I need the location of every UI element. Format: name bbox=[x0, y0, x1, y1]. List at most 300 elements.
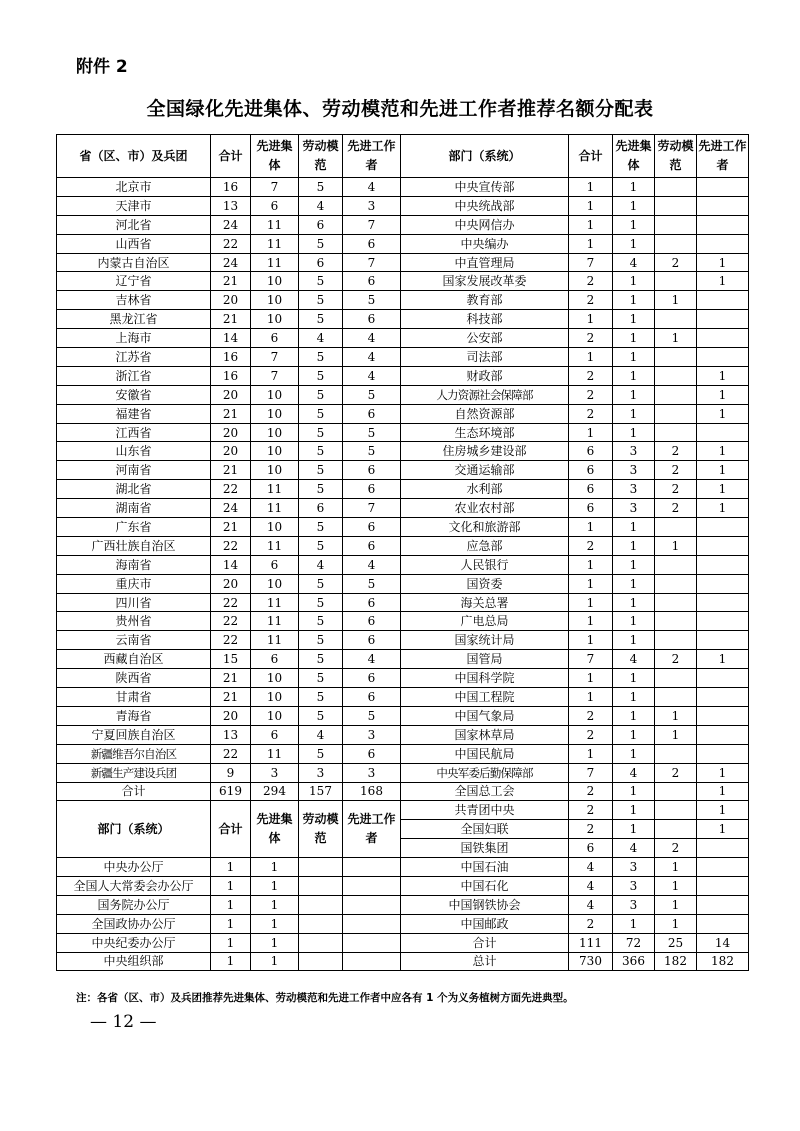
dept-worker bbox=[697, 858, 749, 877]
province-worker: 7 bbox=[343, 253, 401, 272]
province-model: 5 bbox=[299, 650, 343, 669]
province-name: 西藏自治区 bbox=[57, 650, 211, 669]
dept-model: 1 bbox=[655, 706, 697, 725]
table-row bbox=[57, 423, 749, 442]
dept-total: 2 bbox=[569, 291, 613, 310]
table-row bbox=[57, 650, 749, 669]
dept-total: 6 bbox=[569, 839, 613, 858]
table-row bbox=[57, 461, 749, 480]
dept-worker: 1 bbox=[697, 499, 749, 518]
dept-name: 财政部 bbox=[401, 366, 569, 385]
province-model: 5 bbox=[299, 669, 343, 688]
province-total: 16 bbox=[211, 366, 251, 385]
province-worker: 5 bbox=[343, 574, 401, 593]
dept-model: 2 bbox=[655, 650, 697, 669]
dept-worker bbox=[697, 348, 749, 367]
table-row bbox=[57, 593, 749, 612]
dept-worker bbox=[697, 196, 749, 215]
province-worker: 6 bbox=[343, 272, 401, 291]
left-dept-total: 1 bbox=[211, 876, 251, 895]
table-row bbox=[57, 518, 749, 537]
left-dept-collective: 1 bbox=[251, 933, 299, 952]
header-collective: 先进集体 bbox=[251, 135, 299, 178]
dept-total: 111 bbox=[569, 933, 613, 952]
province-model: 5 bbox=[299, 480, 343, 499]
dept-total: 6 bbox=[569, 461, 613, 480]
province-name: 湖南省 bbox=[57, 499, 211, 518]
dept-model: 1 bbox=[655, 876, 697, 895]
dept-model bbox=[655, 631, 697, 650]
dept-name: 应急部 bbox=[401, 536, 569, 555]
province-collective: 11 bbox=[251, 612, 299, 631]
province-name: 北京市 bbox=[57, 178, 211, 197]
table-row bbox=[57, 782, 749, 801]
province-total: 15 bbox=[211, 650, 251, 669]
dept-total: 1 bbox=[569, 593, 613, 612]
province-model: 157 bbox=[299, 782, 343, 801]
dept-collective: 3 bbox=[613, 876, 655, 895]
dept-worker: 1 bbox=[697, 272, 749, 291]
table-row bbox=[57, 348, 749, 367]
province-name: 合计 bbox=[57, 782, 211, 801]
province-worker: 6 bbox=[343, 461, 401, 480]
table-row bbox=[57, 253, 749, 272]
dept-collective: 4 bbox=[613, 253, 655, 272]
dept-name: 总计 bbox=[401, 952, 569, 971]
dept-total: 2 bbox=[569, 329, 613, 348]
province-name: 浙江省 bbox=[57, 366, 211, 385]
dept-collective: 1 bbox=[613, 631, 655, 650]
province-model: 4 bbox=[299, 555, 343, 574]
dept-name: 国铁集团 bbox=[401, 839, 569, 858]
dept-name: 农业农村部 bbox=[401, 499, 569, 518]
left-dept-worker bbox=[343, 858, 401, 877]
dept-name: 教育部 bbox=[401, 291, 569, 310]
province-collective: 6 bbox=[251, 329, 299, 348]
province-name: 海南省 bbox=[57, 555, 211, 574]
dept-model: 2 bbox=[655, 442, 697, 461]
left-dept-model bbox=[299, 876, 343, 895]
dept-collective: 4 bbox=[613, 839, 655, 858]
dept-name: 中央军委后勤保障部 bbox=[401, 763, 569, 782]
province-total: 20 bbox=[211, 442, 251, 461]
province-worker: 5 bbox=[343, 291, 401, 310]
dept-total: 7 bbox=[569, 650, 613, 669]
dept-total: 6 bbox=[569, 480, 613, 499]
left-dept-model bbox=[299, 858, 343, 877]
dept-worker: 1 bbox=[697, 404, 749, 423]
province-worker: 168 bbox=[343, 782, 401, 801]
province-total: 22 bbox=[211, 480, 251, 499]
province-collective: 11 bbox=[251, 744, 299, 763]
province-name: 江苏省 bbox=[57, 348, 211, 367]
table-row bbox=[57, 480, 749, 499]
dept-total: 1 bbox=[569, 348, 613, 367]
left-dept-model bbox=[299, 952, 343, 971]
dept-model: 1 bbox=[655, 536, 697, 555]
province-name: 黑龙江省 bbox=[57, 310, 211, 329]
table-row bbox=[57, 310, 749, 329]
province-total: 13 bbox=[211, 196, 251, 215]
dept-name: 国家林草局 bbox=[401, 725, 569, 744]
dept-model bbox=[655, 310, 697, 329]
dept-worker: 1 bbox=[697, 253, 749, 272]
province-worker: 6 bbox=[343, 669, 401, 688]
province-model: 5 bbox=[299, 631, 343, 650]
document-title: 全国绿化先进集体、劳动模范和先进工作者推荐名额分配表 bbox=[146, 98, 654, 120]
header-total: 合计 bbox=[211, 135, 251, 178]
table-row bbox=[57, 952, 749, 971]
table-row bbox=[57, 669, 749, 688]
dept-name: 中国气象局 bbox=[401, 706, 569, 725]
dept-name: 中国石油 bbox=[401, 858, 569, 877]
table-row bbox=[57, 404, 749, 423]
dept-model bbox=[655, 593, 697, 612]
dept-collective: 1 bbox=[613, 725, 655, 744]
province-name: 河北省 bbox=[57, 215, 211, 234]
dept-name: 中直管理局 bbox=[401, 253, 569, 272]
dept-model: 1 bbox=[655, 725, 697, 744]
table-row bbox=[57, 895, 749, 914]
header-dept: 部门（系统） bbox=[401, 135, 569, 178]
left-dept-model bbox=[299, 914, 343, 933]
dept-model: 2 bbox=[655, 480, 697, 499]
dept-worker bbox=[697, 536, 749, 555]
dept-total: 2 bbox=[569, 706, 613, 725]
dept-model bbox=[655, 423, 697, 442]
dept-collective: 4 bbox=[613, 763, 655, 782]
province-name: 江西省 bbox=[57, 423, 211, 442]
dept-collective: 1 bbox=[613, 215, 655, 234]
province-name: 福建省 bbox=[57, 404, 211, 423]
table-row bbox=[57, 234, 749, 253]
province-model: 4 bbox=[299, 329, 343, 348]
dept-total: 1 bbox=[569, 669, 613, 688]
dept-worker bbox=[697, 310, 749, 329]
province-collective: 10 bbox=[251, 574, 299, 593]
left-dept-total: 1 bbox=[211, 914, 251, 933]
dept-collective: 1 bbox=[613, 914, 655, 933]
dept-collective: 1 bbox=[613, 291, 655, 310]
dept-worker: 1 bbox=[697, 763, 749, 782]
dept-name: 公安部 bbox=[401, 329, 569, 348]
province-name: 贵州省 bbox=[57, 612, 211, 631]
province-name: 陕西省 bbox=[57, 669, 211, 688]
province-total: 22 bbox=[211, 536, 251, 555]
province-worker: 6 bbox=[343, 518, 401, 537]
dept-name: 国家发展改革委 bbox=[401, 272, 569, 291]
table-row bbox=[57, 215, 749, 234]
dept-worker bbox=[697, 178, 749, 197]
dept-worker bbox=[697, 215, 749, 234]
dept-model bbox=[655, 272, 697, 291]
dept-total: 1 bbox=[569, 423, 613, 442]
dept-worker: 1 bbox=[697, 461, 749, 480]
province-worker: 7 bbox=[343, 499, 401, 518]
dept-name: 司法部 bbox=[401, 348, 569, 367]
province-worker: 5 bbox=[343, 706, 401, 725]
left-dept-total: 1 bbox=[211, 933, 251, 952]
province-total: 22 bbox=[211, 744, 251, 763]
province-name: 青海省 bbox=[57, 706, 211, 725]
dept-total: 2 bbox=[569, 272, 613, 291]
dept-worker bbox=[697, 895, 749, 914]
province-collective: 10 bbox=[251, 688, 299, 707]
province-collective: 10 bbox=[251, 706, 299, 725]
province-worker: 6 bbox=[343, 234, 401, 253]
dept-total: 1 bbox=[569, 555, 613, 574]
dept-total: 7 bbox=[569, 253, 613, 272]
table-row bbox=[57, 763, 749, 782]
province-model: 6 bbox=[299, 499, 343, 518]
subheader-dept: 部门（系统） bbox=[57, 801, 211, 858]
attachment-label: 附件 2 bbox=[76, 57, 128, 77]
table-row bbox=[57, 933, 749, 952]
dept-name: 中国钢铁协会 bbox=[401, 895, 569, 914]
province-name: 广东省 bbox=[57, 518, 211, 537]
province-collective: 10 bbox=[251, 291, 299, 310]
header-worker: 先进工作者 bbox=[343, 135, 401, 178]
province-name: 吉林省 bbox=[57, 291, 211, 310]
province-total: 22 bbox=[211, 234, 251, 253]
dept-total: 2 bbox=[569, 385, 613, 404]
province-total: 22 bbox=[211, 593, 251, 612]
province-model: 5 bbox=[299, 688, 343, 707]
dept-collective: 1 bbox=[613, 423, 655, 442]
dept-total: 2 bbox=[569, 366, 613, 385]
dept-total: 1 bbox=[569, 215, 613, 234]
province-worker: 5 bbox=[343, 385, 401, 404]
left-dept-collective: 1 bbox=[251, 895, 299, 914]
province-name: 甘肃省 bbox=[57, 688, 211, 707]
province-model: 5 bbox=[299, 706, 343, 725]
dept-name: 全国妇联 bbox=[401, 820, 569, 839]
province-model: 5 bbox=[299, 404, 343, 423]
province-total: 9 bbox=[211, 763, 251, 782]
dept-worker bbox=[697, 329, 749, 348]
dept-model bbox=[655, 385, 697, 404]
left-dept-total: 1 bbox=[211, 895, 251, 914]
dept-model bbox=[655, 820, 697, 839]
dept-total: 2 bbox=[569, 536, 613, 555]
province-collective: 10 bbox=[251, 385, 299, 404]
dept-name: 人力资源社会保障部 bbox=[401, 385, 569, 404]
province-total: 21 bbox=[211, 310, 251, 329]
province-name: 四川省 bbox=[57, 593, 211, 612]
dept-worker bbox=[697, 234, 749, 253]
dept-name: 文化和旅游部 bbox=[401, 518, 569, 537]
province-collective: 10 bbox=[251, 442, 299, 461]
dept-total: 1 bbox=[569, 612, 613, 631]
dept-collective: 366 bbox=[613, 952, 655, 971]
province-worker: 5 bbox=[343, 423, 401, 442]
province-collective: 6 bbox=[251, 725, 299, 744]
dept-total: 2 bbox=[569, 820, 613, 839]
province-total: 21 bbox=[211, 461, 251, 480]
left-dept-worker bbox=[343, 933, 401, 952]
province-collective: 6 bbox=[251, 196, 299, 215]
dept-worker bbox=[697, 574, 749, 593]
left-dept-name: 中央纪委办公厅 bbox=[57, 933, 211, 952]
province-worker: 6 bbox=[343, 480, 401, 499]
dept-name: 国家统计局 bbox=[401, 631, 569, 650]
province-collective: 11 bbox=[251, 499, 299, 518]
table-row bbox=[57, 555, 749, 574]
province-total: 20 bbox=[211, 385, 251, 404]
left-dept-worker bbox=[343, 876, 401, 895]
dept-collective: 1 bbox=[613, 801, 655, 820]
header-province: 省（区、市）及兵团 bbox=[57, 135, 211, 178]
province-name: 云南省 bbox=[57, 631, 211, 650]
dept-name: 交通运输部 bbox=[401, 461, 569, 480]
dept-name: 中国科学院 bbox=[401, 669, 569, 688]
dept-worker: 1 bbox=[697, 820, 749, 839]
dept-total: 1 bbox=[569, 574, 613, 593]
dept-collective: 1 bbox=[613, 688, 655, 707]
province-total: 21 bbox=[211, 518, 251, 537]
header-dept-collective: 先进集体 bbox=[613, 135, 655, 178]
province-name: 湖北省 bbox=[57, 480, 211, 499]
dept-worker: 1 bbox=[697, 442, 749, 461]
province-total: 22 bbox=[211, 612, 251, 631]
province-collective: 7 bbox=[251, 366, 299, 385]
dept-name: 合计 bbox=[401, 933, 569, 952]
province-name: 宁夏回族自治区 bbox=[57, 725, 211, 744]
dept-worker bbox=[697, 876, 749, 895]
province-model: 5 bbox=[299, 291, 343, 310]
dept-worker: 1 bbox=[697, 650, 749, 669]
dept-collective: 1 bbox=[613, 329, 655, 348]
table-row bbox=[57, 744, 749, 763]
table-row bbox=[57, 442, 749, 461]
province-collective: 10 bbox=[251, 669, 299, 688]
province-total: 21 bbox=[211, 688, 251, 707]
dept-name: 中央统战部 bbox=[401, 196, 569, 215]
province-name: 广西壮族自治区 bbox=[57, 536, 211, 555]
dept-collective: 1 bbox=[613, 782, 655, 801]
dept-collective: 3 bbox=[613, 480, 655, 499]
left-dept-model bbox=[299, 895, 343, 914]
left-dept-model bbox=[299, 933, 343, 952]
subheader-model: 劳动模范 bbox=[299, 801, 343, 858]
province-collective: 11 bbox=[251, 215, 299, 234]
dept-collective: 1 bbox=[613, 196, 655, 215]
province-worker: 5 bbox=[343, 442, 401, 461]
dept-model: 2 bbox=[655, 839, 697, 858]
table-row bbox=[57, 725, 749, 744]
dept-collective: 3 bbox=[613, 442, 655, 461]
dept-worker bbox=[697, 593, 749, 612]
province-collective: 11 bbox=[251, 253, 299, 272]
page-number: — 12 — bbox=[90, 1012, 157, 1032]
dept-model: 2 bbox=[655, 253, 697, 272]
dept-model: 1 bbox=[655, 858, 697, 877]
dept-name: 人民银行 bbox=[401, 555, 569, 574]
dept-collective: 1 bbox=[613, 574, 655, 593]
province-total: 16 bbox=[211, 178, 251, 197]
dept-worker bbox=[697, 839, 749, 858]
province-worker: 4 bbox=[343, 329, 401, 348]
province-name: 内蒙古自治区 bbox=[57, 253, 211, 272]
province-collective: 11 bbox=[251, 480, 299, 499]
dept-total: 1 bbox=[569, 744, 613, 763]
table-row bbox=[57, 612, 749, 631]
dept-worker bbox=[697, 423, 749, 442]
table-row bbox=[57, 858, 749, 877]
dept-collective: 3 bbox=[613, 858, 655, 877]
dept-collective: 1 bbox=[613, 310, 655, 329]
left-dept-name: 全国政协办公厅 bbox=[57, 914, 211, 933]
dept-worker: 182 bbox=[697, 952, 749, 971]
province-total: 20 bbox=[211, 291, 251, 310]
table-row bbox=[57, 801, 749, 820]
left-dept-collective: 1 bbox=[251, 858, 299, 877]
province-total: 24 bbox=[211, 215, 251, 234]
dept-model: 1 bbox=[655, 329, 697, 348]
dept-model bbox=[655, 744, 697, 763]
dept-model bbox=[655, 366, 697, 385]
table-row bbox=[57, 499, 749, 518]
province-worker: 7 bbox=[343, 215, 401, 234]
dept-total: 1 bbox=[569, 310, 613, 329]
dept-model bbox=[655, 196, 697, 215]
table-row bbox=[57, 196, 749, 215]
dept-model bbox=[655, 688, 697, 707]
province-collective: 7 bbox=[251, 348, 299, 367]
province-total: 22 bbox=[211, 631, 251, 650]
dept-name: 国资委 bbox=[401, 574, 569, 593]
province-name: 重庆市 bbox=[57, 574, 211, 593]
province-collective: 7 bbox=[251, 178, 299, 197]
province-collective: 10 bbox=[251, 310, 299, 329]
province-model: 5 bbox=[299, 518, 343, 537]
dept-name: 全国总工会 bbox=[401, 782, 569, 801]
dept-name: 中国民航局 bbox=[401, 744, 569, 763]
table-row bbox=[57, 574, 749, 593]
left-dept-name: 全国人大常委会办公厅 bbox=[57, 876, 211, 895]
dept-name: 广电总局 bbox=[401, 612, 569, 631]
province-worker: 4 bbox=[343, 366, 401, 385]
dept-collective: 72 bbox=[613, 933, 655, 952]
dept-worker bbox=[697, 706, 749, 725]
header-dept-worker: 先进工作者 bbox=[697, 135, 749, 178]
province-model: 6 bbox=[299, 215, 343, 234]
dept-total: 1 bbox=[569, 631, 613, 650]
table-row bbox=[57, 914, 749, 933]
dept-total: 6 bbox=[569, 499, 613, 518]
province-collective: 11 bbox=[251, 593, 299, 612]
dept-model bbox=[655, 348, 697, 367]
table-row bbox=[57, 706, 749, 725]
footnote: 注：各省（区、市）及兵团推荐先进集体、劳动模范和先进工作者中应各有 1 个为义务植树方面先进典型。 bbox=[76, 992, 574, 1004]
province-total: 24 bbox=[211, 253, 251, 272]
dept-worker: 1 bbox=[697, 385, 749, 404]
allocation-table bbox=[56, 134, 749, 971]
province-total: 21 bbox=[211, 272, 251, 291]
dept-model bbox=[655, 574, 697, 593]
dept-collective: 1 bbox=[613, 348, 655, 367]
province-model: 4 bbox=[299, 725, 343, 744]
dept-collective: 3 bbox=[613, 499, 655, 518]
left-dept-name: 国务院办公厅 bbox=[57, 895, 211, 914]
province-total: 24 bbox=[211, 499, 251, 518]
dept-total: 6 bbox=[569, 442, 613, 461]
dept-total: 4 bbox=[569, 858, 613, 877]
province-collective: 6 bbox=[251, 650, 299, 669]
dept-collective: 1 bbox=[613, 706, 655, 725]
province-name: 上海市 bbox=[57, 329, 211, 348]
province-model: 5 bbox=[299, 234, 343, 253]
